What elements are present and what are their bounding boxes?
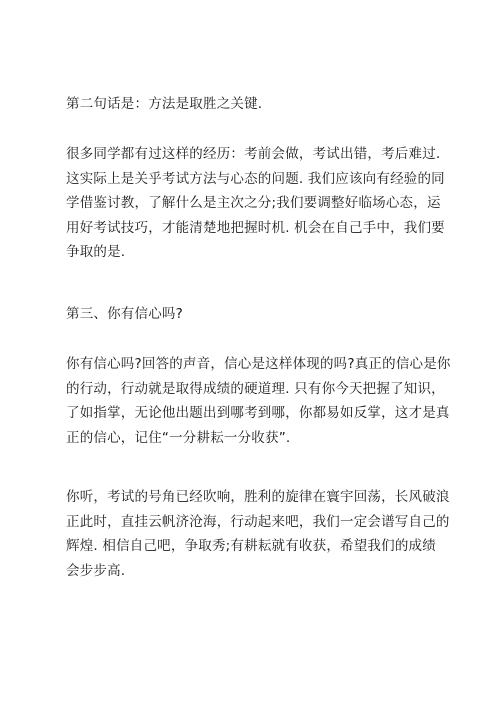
paragraph-line: 你听，考试的号角已经吹响，胜利的旋律在寰宇回荡，长风破浪 (66, 489, 450, 505)
paragraph-exam-experience (66, 142, 448, 265)
paragraph-confidence (66, 352, 451, 450)
paragraph-line: 很多同学都有过这样的经历：考前会做，考试出错，考后难过. (66, 146, 441, 162)
paragraph-line: 了如指掌，无论他出题出到哪考到哪，你都易如反掌，这才是真 (66, 405, 450, 421)
paragraph-line: 第二句话是：方法是取胜之关键. (66, 96, 263, 112)
paragraph-line: 学借鉴讨教，了解什么是主次之分;我们要调整好临场心态，运 (66, 195, 441, 211)
paragraph-line: 辉煌. 相信自己吧，争取秀;有耕耘就有收获，希望我们的成绩 (66, 538, 436, 554)
paragraph-line: 会步步高. (66, 562, 126, 579)
paragraph-method-key (66, 92, 448, 117)
paragraph-line: 这实际上是关乎考试方法与心态的问题. 我们应该向有经验的同 (66, 170, 445, 187)
paragraph-line: 正此时，直挂云帆济沧海，行动起来吧，我们一定会谱写自己的 (66, 513, 450, 530)
paragraph-call-to-action (66, 485, 448, 583)
paragraph-line: 正的信心，记住“一分耕耘一分收获”. (66, 429, 291, 446)
paragraph-line: 第三、你有信心吗? (66, 306, 183, 322)
paragraph-line: 你有信心吗?回答的声音，信心是这样体现的吗?真正的信心是你 (66, 356, 451, 372)
paragraph-confidence-heading (66, 302, 448, 327)
paragraph-line: 用好考试技巧，才能清楚地把握时机. 机会在自己手中，我们要 (66, 219, 445, 236)
paragraph-line: 争取的是. (66, 244, 126, 260)
paragraph-line: 的行动，行动就是取得成绩的硬道理. 只有你今天把握了知识， (66, 380, 445, 397)
